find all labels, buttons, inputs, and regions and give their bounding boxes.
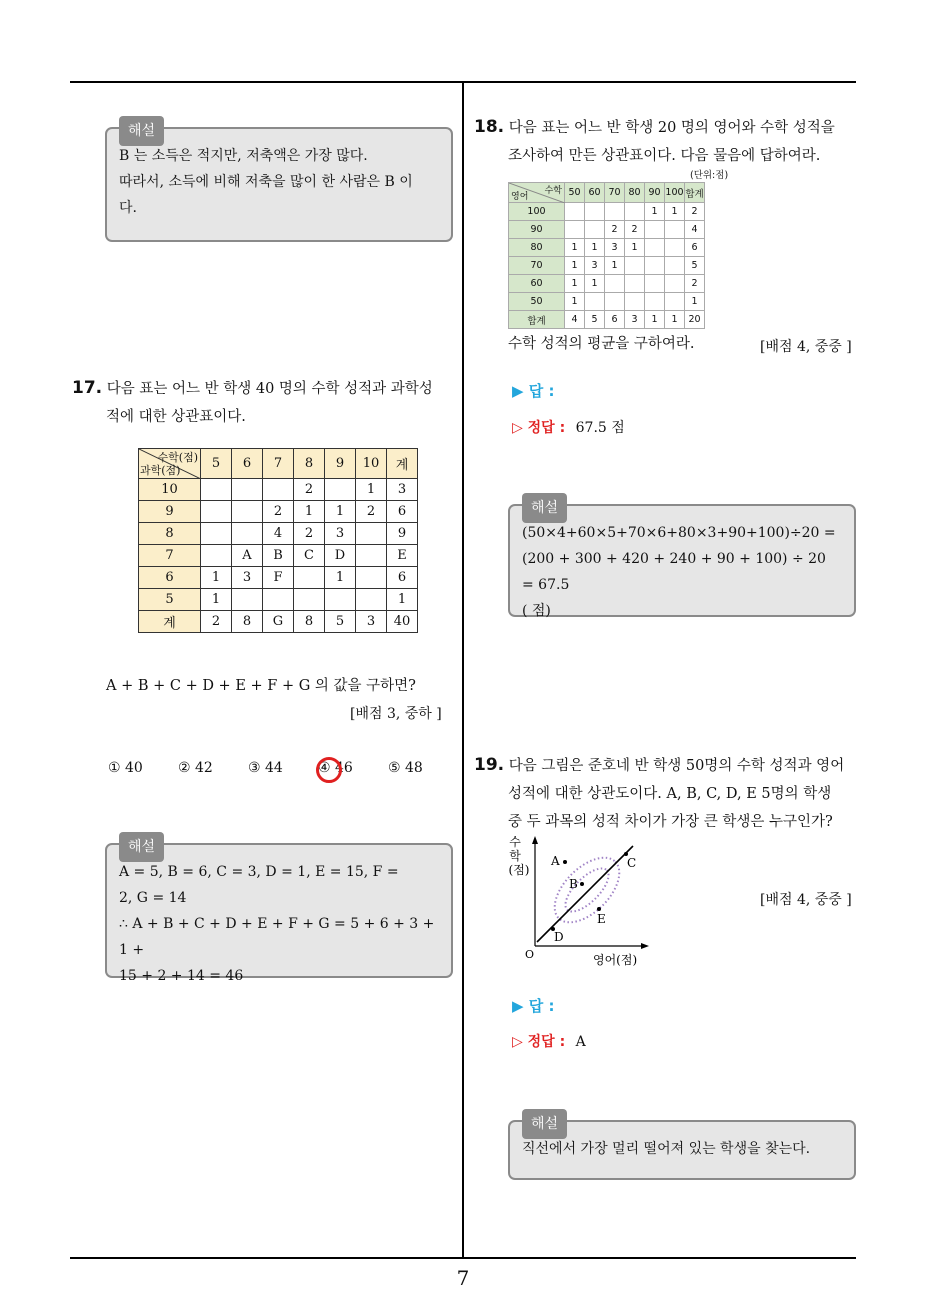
- q19-answer-label: ▶ 답 :: [512, 997, 555, 1015]
- row-header-cell: 6: [139, 567, 201, 589]
- correct-label: ▷ 정답 :: [512, 420, 566, 436]
- choice-5[interactable]: ⑤ 48: [388, 760, 423, 776]
- table-cell: [232, 589, 263, 611]
- selected-choice-mark: [316, 757, 342, 783]
- explanation-tag: 해설: [522, 493, 567, 523]
- table-cell: 3: [356, 611, 387, 633]
- correct-value: A: [575, 1034, 586, 1050]
- table-cell: 1: [645, 203, 665, 221]
- xlabel: 영어(점): [593, 953, 638, 967]
- table-cell: 1: [201, 589, 232, 611]
- correct-value: 67.5 점: [575, 420, 625, 436]
- table-cell: [201, 523, 232, 545]
- q19-correct: [512, 1031, 586, 1051]
- table-cell: [645, 293, 665, 311]
- table-row: [509, 203, 705, 221]
- corner-top: 수학(점): [157, 451, 198, 464]
- table-row: [139, 589, 418, 611]
- table-cell: 8: [294, 611, 325, 633]
- expl-line: 15 + 2 + 14 = 46: [119, 968, 244, 984]
- q17-number: 17.: [72, 378, 103, 398]
- table-row: [509, 239, 705, 257]
- expl-line: 2, G = 14: [119, 890, 187, 906]
- explanation-tag: 해설: [119, 116, 164, 146]
- table-cell: [665, 221, 685, 239]
- row-header-cell: 60: [509, 275, 565, 293]
- choice-2[interactable]: ② 42: [178, 760, 213, 776]
- header-cell: 90: [645, 183, 665, 203]
- table-cell: [356, 567, 387, 589]
- table-cell: [585, 293, 605, 311]
- q18-text: [474, 113, 859, 170]
- table-cell: [565, 203, 585, 221]
- expl-line: ( 점): [522, 603, 551, 619]
- table-corner: [139, 449, 201, 479]
- table-cell: 5: [325, 611, 356, 633]
- table-cell: [645, 275, 665, 293]
- table-cell: [201, 501, 232, 523]
- q19-line: 중 두 과목의 성적 차이가 가장 큰 학생은 누구인가?: [508, 814, 833, 830]
- choice-3[interactable]: ③ 44: [248, 760, 283, 776]
- header-cell: 50: [565, 183, 585, 203]
- q17-points: [배점 3, 중하 ]: [350, 706, 442, 722]
- table-cell: [645, 239, 665, 257]
- table-cell: 2: [605, 221, 625, 239]
- header-cell: 6: [232, 449, 263, 479]
- row-header-cell: 80: [509, 239, 565, 257]
- y-axis-arrow: [532, 836, 538, 844]
- table-cell: 6: [387, 567, 418, 589]
- table-cell: [356, 545, 387, 567]
- corner-top: 수학: [544, 186, 562, 196]
- q19-scatter-diagram: [505, 830, 665, 970]
- table-row: [509, 257, 705, 275]
- table-cell: [625, 275, 645, 293]
- table-row: [509, 311, 705, 329]
- point-label: D: [554, 930, 564, 944]
- table-cell: 1: [685, 293, 705, 311]
- table-cell: 1: [565, 275, 585, 293]
- row-header-cell: 계: [139, 611, 201, 633]
- table-cell: 3: [232, 567, 263, 589]
- expl-line: (50×4+60×5+70×6+80×3+90+100)÷20 =: [522, 525, 836, 541]
- table-cell: 1: [565, 239, 585, 257]
- table-cell: 2: [294, 479, 325, 501]
- column-divider: [462, 83, 464, 1257]
- table-cell: 1: [625, 239, 645, 257]
- table-cell: [665, 257, 685, 275]
- table-cell: 1: [201, 567, 232, 589]
- header-cell: 8: [294, 449, 325, 479]
- table-cell: [625, 293, 645, 311]
- table-row: [139, 501, 418, 523]
- point-B: [580, 882, 584, 886]
- table-cell: [201, 545, 232, 567]
- expl-line: ∴ A + B + C + D + E + F + G = 5 + 6 + 3 + 1 +: [119, 916, 435, 958]
- table-cell: 1: [387, 589, 418, 611]
- corner-bottom: 영어: [511, 192, 529, 202]
- table-cell: 4: [565, 311, 585, 329]
- table-cell: 6: [605, 311, 625, 329]
- header-cell: 9: [325, 449, 356, 479]
- table-cell: 3: [325, 523, 356, 545]
- table-row: [139, 611, 418, 633]
- header-cell: 7: [263, 449, 294, 479]
- row-header-cell: 50: [509, 293, 565, 311]
- row-header-cell: 9: [139, 501, 201, 523]
- header-cell: 5: [201, 449, 232, 479]
- q19-text: [474, 751, 859, 836]
- table-cell: 8: [232, 611, 263, 633]
- header-cell: 합계: [685, 183, 705, 203]
- table-cell: 6: [685, 239, 705, 257]
- q17-choices: [108, 760, 438, 776]
- q19-explanation-box: [508, 1116, 856, 1180]
- explanation-tag: 해설: [119, 832, 164, 862]
- table-cell: [232, 501, 263, 523]
- corner-bottom: 과학(점): [140, 464, 181, 477]
- q18-points: [배점 4, 중중 ]: [760, 339, 852, 355]
- table-cell: [605, 275, 625, 293]
- correct-label: ▷ 정답 :: [512, 1034, 566, 1050]
- table-cell: [605, 203, 625, 221]
- table-cell: 5: [585, 311, 605, 329]
- table-cell: [232, 523, 263, 545]
- row-header-cell: 8: [139, 523, 201, 545]
- table-row: [139, 545, 418, 567]
- table-cell: 5: [685, 257, 705, 275]
- table-corner: [509, 183, 565, 203]
- q17-line: 적에 대한 상관표이다.: [106, 409, 246, 425]
- table-cell: [356, 523, 387, 545]
- choice-4[interactable]: ④ 46: [318, 760, 353, 776]
- table-cell: 40: [387, 611, 418, 633]
- table-cell: 20: [685, 311, 705, 329]
- table-cell: A: [232, 545, 263, 567]
- table-cell: 2: [294, 523, 325, 545]
- bottom-rule: [70, 1257, 856, 1259]
- row-header-cell: 10: [139, 479, 201, 501]
- table-cell: 2: [625, 221, 645, 239]
- row-header-cell: 합계: [509, 311, 565, 329]
- table-cell: F: [263, 567, 294, 589]
- q19-points: [배점 4, 중중 ]: [760, 892, 852, 908]
- table-cell: [665, 239, 685, 257]
- point-A: [563, 860, 567, 864]
- q18-answer-label: ▶ 답 :: [512, 382, 555, 400]
- table-cell: [665, 275, 685, 293]
- table-cell: 1: [565, 257, 585, 275]
- table-cell: C: [294, 545, 325, 567]
- point-label: C: [627, 856, 637, 870]
- page-number: 7: [456, 1266, 470, 1290]
- table-cell: 1: [294, 501, 325, 523]
- prev-explanation-box: [105, 123, 453, 242]
- table-cell: 1: [565, 293, 585, 311]
- q18-question: 수학 성적의 평균을 구하여라.: [508, 336, 695, 352]
- q18-unit: (단위:점): [690, 170, 729, 181]
- table-cell: 1: [585, 275, 605, 293]
- table-cell: 3: [605, 239, 625, 257]
- expl-line: B 는 소득은 적지만, 저축액은 가장 많다.: [119, 148, 368, 164]
- q18-line: 조사하여 만든 상관표이다. 다음 물음에 답하여라.: [508, 148, 821, 164]
- table-cell: G: [263, 611, 294, 633]
- table-cell: 2: [263, 501, 294, 523]
- table-cell: 1: [645, 311, 665, 329]
- header-cell: 10: [356, 449, 387, 479]
- ylabel-char: (점): [508, 863, 530, 877]
- table-row: [139, 567, 418, 589]
- table-cell: [665, 293, 685, 311]
- table-cell: 9: [387, 523, 418, 545]
- table-cell: 2: [685, 203, 705, 221]
- expl-line: 따라서, 소득에 비해 저축을 많이 한 사람은 B 이: [119, 174, 413, 190]
- header-cell: 계: [387, 449, 418, 479]
- table-cell: 1: [585, 239, 605, 257]
- expl-line: 직선에서 가장 멀리 떨어져 있는 학생을 찾는다.: [522, 1141, 811, 1157]
- q19-number: 19.: [474, 755, 505, 775]
- table-cell: 2: [356, 501, 387, 523]
- ylabel-char: 수: [509, 835, 521, 849]
- table-cell: 1: [356, 479, 387, 501]
- point-E: [597, 907, 601, 911]
- table-cell: 4: [685, 221, 705, 239]
- q17-question: A + B + C + D + E + F + G 의 값을 구하면?: [106, 678, 416, 694]
- header-cell: 80: [625, 183, 645, 203]
- table-cell: [294, 567, 325, 589]
- table-cell: 1: [665, 311, 685, 329]
- point-label: B: [569, 877, 578, 891]
- table-cell: [585, 203, 605, 221]
- table-cell: 3: [625, 311, 645, 329]
- table-row: [139, 523, 418, 545]
- q17-explanation-box: [105, 839, 453, 984]
- header-cell: 60: [585, 183, 605, 203]
- q19-line: 다음 그림은 준호네 반 학생 50명의 수학 성적과 영어: [508, 758, 845, 774]
- row-header-cell: 70: [509, 257, 565, 275]
- table-cell: [645, 221, 665, 239]
- table-cell: [263, 589, 294, 611]
- q19-line: 성적에 대한 상관도이다. A, B, C, D, E 5명의 학생: [508, 786, 832, 802]
- table-cell: [605, 293, 625, 311]
- header-cell: 70: [605, 183, 625, 203]
- x-axis-arrow: [641, 943, 649, 949]
- table-cell: 1: [325, 567, 356, 589]
- row-header-cell: 5: [139, 589, 201, 611]
- table-cell: [356, 589, 387, 611]
- table-cell: [565, 221, 585, 239]
- table-cell: [645, 257, 665, 275]
- table-cell: [201, 479, 232, 501]
- table-cell: [325, 479, 356, 501]
- table-cell: 2: [201, 611, 232, 633]
- q17-text: [72, 374, 457, 431]
- data-cloud-inner: [559, 862, 616, 919]
- q18-correct: [512, 417, 625, 437]
- table-row: [509, 293, 705, 311]
- table-cell: [625, 203, 645, 221]
- q17-line: 다음 표는 어느 반 학생 40 명의 수학 성적과 과학성: [106, 381, 433, 397]
- table-cell: 1: [325, 501, 356, 523]
- table-cell: [232, 479, 263, 501]
- table-cell: [294, 589, 325, 611]
- table-cell: 3: [387, 479, 418, 501]
- origin-label: O: [525, 948, 535, 961]
- table-cell: [625, 257, 645, 275]
- table-cell: 1: [665, 203, 685, 221]
- table-cell: 6: [387, 501, 418, 523]
- table-cell: 4: [263, 523, 294, 545]
- table-cell: [325, 589, 356, 611]
- q18-table: [508, 182, 705, 329]
- point-label: E: [597, 912, 606, 926]
- table-cell: 2: [685, 275, 705, 293]
- table-cell: E: [387, 545, 418, 567]
- ylabel-char: 학: [509, 849, 521, 863]
- point-label: A: [551, 854, 560, 868]
- table-row: [509, 275, 705, 293]
- row-header-cell: 90: [509, 221, 565, 239]
- table-row: [139, 479, 418, 501]
- expl-line: (200 + 300 + 420 + 240 + 90 + 100) ÷ 20 = 67.5: [522, 551, 826, 593]
- expl-line: A = 5, B = 6, C = 3, D = 1, E = 15, F =: [119, 864, 399, 880]
- table-cell: D: [325, 545, 356, 567]
- q18-number: 18.: [474, 117, 505, 137]
- header-cell: 100: [665, 183, 685, 203]
- table-cell: 3: [585, 257, 605, 275]
- q18-line: 다음 표는 어느 반 학생 20 명의 영어와 수학 성적을: [508, 120, 835, 136]
- q17-table: [138, 448, 418, 633]
- explanation-tag: 해설: [522, 1109, 567, 1139]
- row-header-cell: 100: [509, 203, 565, 221]
- table-cell: [585, 221, 605, 239]
- table-cell: B: [263, 545, 294, 567]
- table-cell: 1: [605, 257, 625, 275]
- q18-explanation-box: [508, 500, 856, 619]
- choice-1[interactable]: ① 40: [108, 760, 143, 776]
- table-cell: [263, 479, 294, 501]
- table-row: [509, 221, 705, 239]
- row-header-cell: 7: [139, 545, 201, 567]
- expl-line: 다.: [119, 200, 137, 216]
